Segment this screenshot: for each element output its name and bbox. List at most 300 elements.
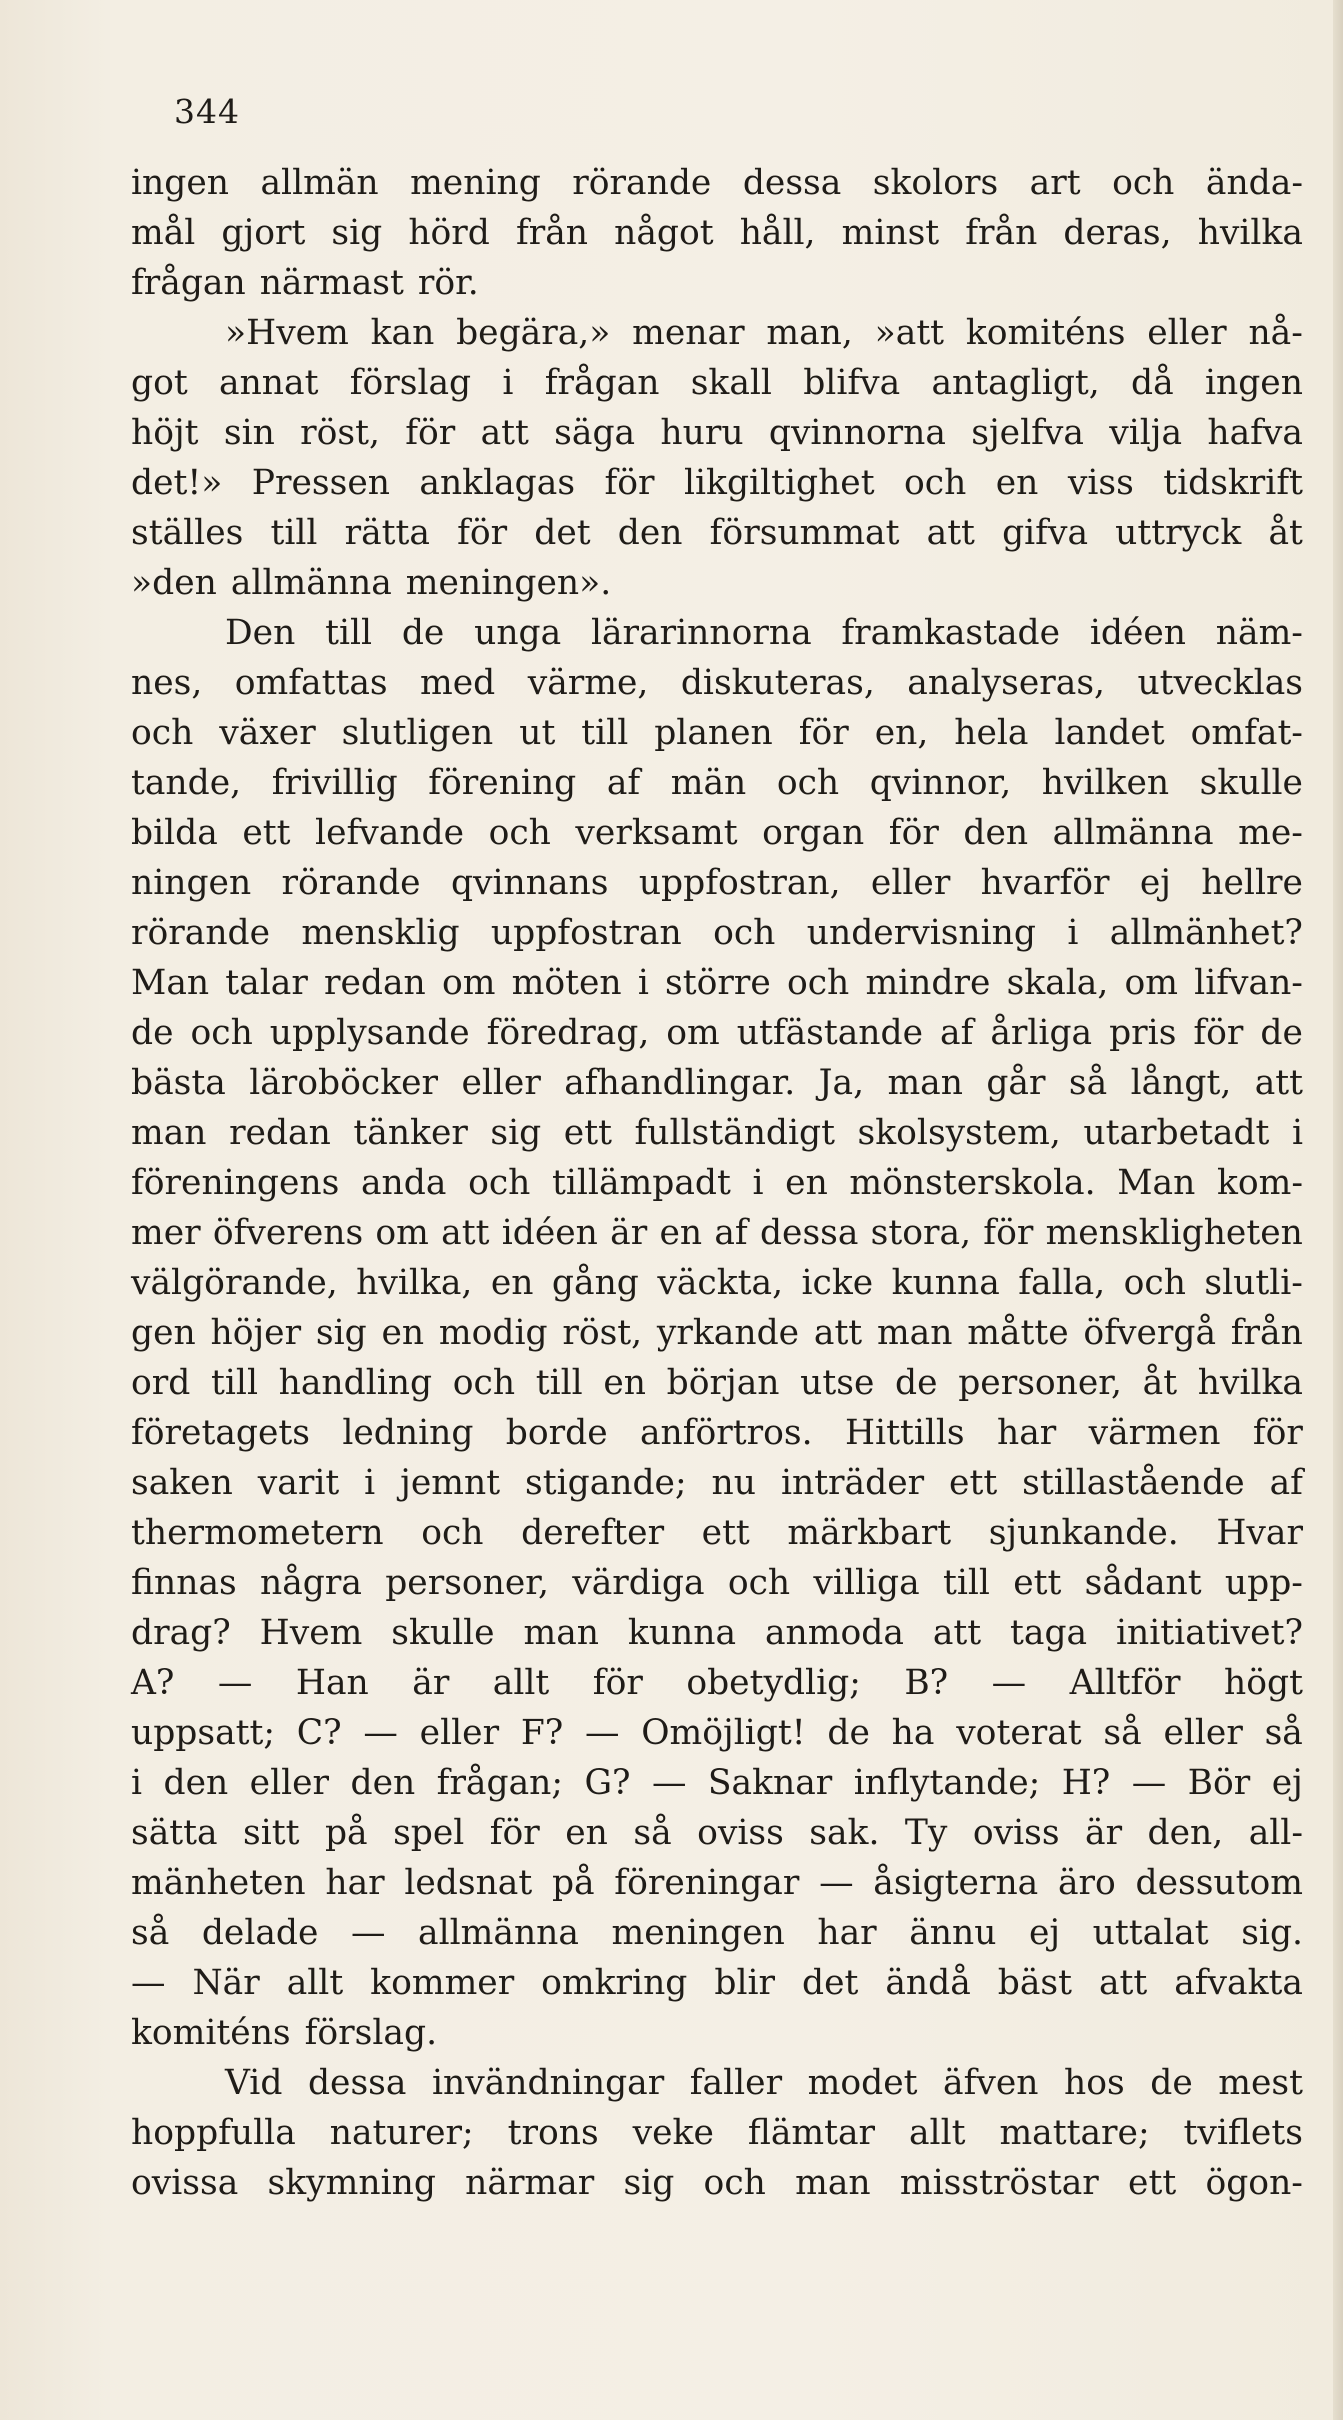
word: modet (807, 2063, 918, 2103)
word: nu (711, 1463, 756, 1503)
word: got (131, 363, 188, 403)
word: — (991, 1663, 1027, 1703)
word: afhandlingar. (564, 1063, 796, 1103)
word: C? (296, 1713, 342, 1753)
word: och (468, 1163, 531, 1203)
word: mensklig (301, 913, 460, 953)
text-line (131, 1108, 1303, 1158)
word: af (940, 1013, 974, 1053)
word: obetydlig; (686, 1663, 861, 1703)
word: man (795, 2163, 871, 2203)
word: ord (131, 1363, 191, 1403)
word: derefter (521, 1513, 665, 1553)
word: skolsystem, (857, 1113, 1061, 1153)
word: ledsnat (404, 1863, 533, 1903)
word: sig (623, 2163, 675, 2203)
word: rörande (281, 863, 421, 903)
word: utfästande (736, 1013, 924, 1053)
word: stigande; (525, 1463, 687, 1503)
word: sitt (243, 1813, 300, 1853)
word: öfverens (212, 1213, 364, 1253)
word: föreningens (131, 1163, 340, 1203)
word: värdiga (572, 1563, 705, 1603)
word: inträder (780, 1463, 925, 1503)
word: ovissa (131, 2163, 239, 2203)
word: för (405, 413, 456, 453)
word: rörande (572, 163, 712, 203)
word: huru (660, 413, 744, 453)
word: Han (295, 1663, 369, 1703)
word: en (995, 463, 1039, 503)
word: rörande (131, 913, 271, 953)
word: gen (131, 1313, 196, 1353)
word: ögon- (1205, 2163, 1303, 2203)
word: sig (490, 1113, 542, 1153)
word: den (963, 813, 1029, 853)
word: unga (474, 613, 562, 653)
text-line (131, 1658, 1303, 1708)
word: Hvar (1216, 1513, 1303, 1553)
word: nå- (1248, 313, 1303, 353)
word: blir (714, 1963, 776, 2003)
word: idéen (1089, 613, 1187, 653)
word: — (131, 1963, 166, 2003)
word: trons (507, 2113, 599, 2153)
word: mattare; (999, 2113, 1150, 2153)
word: planen (654, 713, 773, 753)
word: art (1029, 163, 1081, 203)
word: sjelfva (971, 413, 1084, 453)
word: mänheten (131, 1863, 306, 1903)
text-line (131, 408, 1303, 458)
word: ha (891, 1713, 935, 1753)
word: har (996, 1413, 1057, 1453)
word: qvinnorna (768, 413, 946, 453)
word: föredrag, (486, 1013, 650, 1053)
word: det (801, 1963, 859, 2003)
word: utvecklas (1137, 663, 1303, 703)
word: håll, (739, 213, 816, 253)
word: ända- (1205, 163, 1303, 203)
word: allt (908, 2113, 966, 2153)
word: Omöjligt! (641, 1713, 806, 1753)
word: från (515, 213, 589, 253)
word: är (610, 1213, 648, 1253)
word: att (1098, 1963, 1148, 2003)
word: annat (219, 363, 319, 403)
word: stillastående (1022, 1463, 1245, 1503)
word: eller (419, 1713, 500, 1753)
word: de (895, 1363, 938, 1403)
word: meningen (611, 1913, 785, 1953)
word: anmoda (764, 1613, 904, 1653)
word: — (819, 1863, 854, 1903)
word: allt (286, 1963, 344, 2003)
word: anklagas (419, 463, 576, 503)
word: har (325, 1863, 385, 1903)
word: för (489, 1813, 540, 1853)
word: hvilka, (356, 1263, 473, 1303)
word: läroböcker (249, 1063, 439, 1103)
word: upp- (1224, 1563, 1303, 1603)
word: bästa (131, 1063, 226, 1103)
word: mening (410, 163, 541, 203)
word: likgiltighet (683, 463, 875, 503)
word: dessa (742, 163, 842, 203)
word: för (888, 813, 939, 853)
word: möten (511, 963, 622, 1003)
word: har (817, 1913, 877, 1953)
text-line (131, 458, 1303, 508)
word: för (798, 713, 849, 753)
word: pris (1109, 1013, 1177, 1053)
word: ledning (342, 1413, 474, 1453)
text-line (131, 2008, 1303, 2058)
page-edge (1333, 0, 1343, 2420)
word: och (1123, 1263, 1186, 1303)
word: det!» (131, 463, 223, 503)
word: omfat- (1190, 713, 1303, 753)
word: hvilka (1197, 213, 1303, 253)
word: — (1131, 1763, 1167, 1803)
word: allt (492, 1663, 550, 1703)
word: de (1150, 2063, 1193, 2103)
text-line (131, 2108, 1303, 2158)
word: tviflets (1183, 2113, 1303, 2153)
word: F? (520, 1713, 564, 1753)
text-line (131, 1708, 1303, 1758)
text-line (131, 1308, 1303, 1358)
word: att (1254, 1063, 1303, 1103)
word: uttalat (1092, 1913, 1209, 1953)
word: viss (1067, 463, 1134, 503)
text-line (131, 2158, 1303, 2208)
word: närmast (259, 263, 404, 303)
word: veke (632, 2113, 714, 2153)
word: thermometern (131, 1513, 384, 1553)
word: till (942, 1563, 990, 1603)
word: faller (689, 2063, 783, 2103)
word: qvinnor, (869, 763, 1012, 803)
word: man (131, 1113, 207, 1153)
word: Vid (225, 2063, 283, 2103)
word: undervisning (806, 913, 1036, 953)
word: landet (1054, 713, 1165, 753)
word: af (714, 1213, 748, 1253)
word: skulle (391, 1613, 495, 1653)
word: taga (1010, 1613, 1088, 1653)
word: frivillig (271, 763, 398, 803)
text-line (131, 1358, 1303, 1408)
word: från (965, 213, 1038, 253)
word: naturer; (329, 2113, 474, 2153)
word: man (523, 1613, 600, 1653)
word: meningen». (405, 563, 612, 603)
word: skulle (1199, 763, 1303, 803)
word: falla, (1018, 1263, 1106, 1303)
word: Alltför (1069, 1663, 1181, 1703)
word: att (926, 513, 975, 553)
word: man (876, 1313, 953, 1353)
word: i (364, 1463, 376, 1503)
word: går (986, 1063, 1046, 1103)
text-line (131, 1458, 1303, 1508)
word: från (1230, 1313, 1303, 1353)
word: för (604, 463, 655, 503)
word: skall (690, 363, 772, 403)
word: större (665, 963, 771, 1003)
word: gång (551, 1263, 639, 1303)
text-line (131, 358, 1303, 408)
word: finnas (131, 1563, 237, 1603)
word: skymning (267, 2163, 436, 2203)
word: kan (370, 313, 435, 353)
word: af (1269, 1463, 1303, 1503)
word: välgörande, (131, 1263, 338, 1303)
word: en (490, 1263, 534, 1303)
word: Pressen (251, 463, 390, 503)
word: en (659, 1213, 703, 1253)
word: Man (1117, 1163, 1196, 1203)
word: — (585, 1713, 620, 1753)
word: allmänhet? (1109, 913, 1303, 953)
word: nes, (131, 663, 203, 703)
word: dessutom (1135, 1863, 1303, 1903)
word: det (534, 513, 591, 553)
word: en, (874, 713, 929, 753)
word: ett (242, 813, 291, 853)
text-line (131, 1408, 1303, 1458)
word: till (270, 513, 318, 553)
word: och (786, 963, 850, 1003)
word: villiga (813, 1563, 920, 1603)
word: hvilken (1041, 763, 1170, 803)
text-line (131, 1258, 1303, 1308)
word: märkbart (787, 1513, 952, 1553)
word: fullständigt (634, 1113, 835, 1153)
word: hos (1064, 2063, 1125, 2103)
word: ut (519, 713, 556, 753)
word: allmänna (230, 563, 392, 603)
text-line (131, 158, 1303, 208)
word: de (401, 613, 445, 653)
word: man, (766, 313, 853, 353)
word: om (1124, 963, 1178, 1003)
word: bäst (997, 1963, 1072, 2003)
word: skolors (872, 163, 999, 203)
word: saken (131, 1463, 233, 1503)
word: näm- (1215, 613, 1303, 653)
word: gjort (221, 213, 306, 253)
word: kom- (1216, 1163, 1303, 1203)
word: om (441, 963, 496, 1003)
word: deras, (1063, 213, 1172, 253)
word: anda (360, 1163, 447, 1203)
text-line (131, 258, 1303, 308)
text-line (131, 1008, 1303, 1058)
word: oviss (697, 1813, 784, 1853)
word: i (752, 1163, 764, 1203)
word: några (260, 1563, 362, 1603)
word: ett (949, 1463, 998, 1503)
word: Ja, (818, 1063, 865, 1103)
word: uppfostran (490, 913, 682, 953)
word: varit (257, 1463, 340, 1503)
word: ett (1128, 2163, 1177, 2203)
text-line (131, 958, 1303, 1008)
word: till (535, 1363, 583, 1403)
word: hvilka (1197, 1363, 1303, 1403)
word: sig (315, 1313, 367, 1353)
text-line (131, 808, 1303, 858)
word: komiténs (131, 2013, 291, 2053)
word: öfvergå (1083, 1313, 1217, 1353)
word: rätta (344, 513, 430, 553)
word: sätta (131, 1813, 218, 1853)
word: eller (1163, 1713, 1243, 1753)
word: hvarför (980, 863, 1110, 903)
word: hörd (408, 213, 490, 253)
word: utse (800, 1363, 875, 1403)
word: Hvem (259, 1613, 363, 1653)
word: äro (1057, 1863, 1116, 1903)
word: slutli- (1204, 1263, 1303, 1303)
word: allmän (260, 163, 379, 203)
text-line (131, 658, 1303, 708)
word: och (131, 713, 194, 753)
word: hafva (1207, 413, 1303, 453)
word: en (565, 1813, 608, 1853)
word: komiténs (965, 313, 1126, 353)
word: män (670, 763, 747, 803)
word: talar (225, 963, 308, 1003)
word: på (324, 1813, 368, 1853)
word: borde (505, 1413, 608, 1453)
text-line (131, 1908, 1303, 1958)
word: lärarinnorna (590, 613, 812, 653)
word: kunna (627, 1613, 737, 1653)
word: tande, (131, 763, 242, 803)
word: föreningar (614, 1863, 800, 1903)
word: B? (904, 1663, 949, 1703)
word: Hittills (844, 1413, 965, 1453)
word: slutligen (341, 713, 494, 753)
word: i (502, 363, 514, 403)
text-line (131, 558, 1303, 608)
word: för (983, 1213, 1034, 1253)
word: den (617, 513, 683, 553)
word: all- (1248, 1813, 1303, 1853)
word: bilda (131, 813, 218, 853)
word: invändningar (431, 2063, 665, 2103)
word: tidskrift (1163, 463, 1303, 503)
word: lefvande (315, 813, 465, 853)
word: då (1131, 363, 1174, 403)
word: eller (870, 863, 951, 903)
word: skala, (1006, 963, 1109, 1003)
word: så (1264, 1713, 1303, 1753)
word: sak. (809, 1813, 880, 1853)
text-line (131, 1808, 1303, 1858)
word: en (785, 1163, 828, 1203)
word: något (614, 213, 714, 253)
text-line (131, 308, 1303, 358)
word: lifvan- (1194, 963, 1303, 1003)
word: redan (229, 1113, 331, 1153)
word: och (703, 2163, 766, 2203)
text-line (131, 858, 1303, 908)
word: redan (324, 963, 426, 1003)
word: röst, (562, 1313, 643, 1353)
word: qvinnans (450, 863, 609, 903)
word: organ (762, 813, 865, 853)
word: Ty (904, 1813, 948, 1853)
word: rör. (417, 263, 479, 303)
word: uppfostran, (638, 863, 841, 903)
text-line (131, 1158, 1303, 1208)
word: H? (1061, 1763, 1111, 1803)
word: höjt (131, 413, 199, 453)
word: tänker (353, 1113, 468, 1153)
word: åsigterna (873, 1863, 1039, 1903)
word: menskligheten (1045, 1213, 1303, 1253)
word: till (325, 613, 373, 653)
word: man (887, 1063, 963, 1103)
word: sig. (1241, 1913, 1303, 1953)
word: delade (201, 1913, 319, 1953)
word: värmen (1088, 1413, 1221, 1453)
word: sådant (1084, 1563, 1202, 1603)
word: den (350, 1763, 416, 1803)
word: för (592, 1663, 643, 1703)
word: G? (584, 1763, 631, 1803)
word: mål (131, 213, 196, 253)
text-line (131, 1558, 1303, 1608)
word: och (452, 1363, 516, 1403)
word: att (441, 1213, 490, 1253)
word: att (813, 1313, 863, 1353)
word: ningen (131, 863, 252, 903)
word: framkastade (841, 613, 1061, 653)
word: yrkande (656, 1313, 800, 1353)
word: med (420, 663, 496, 703)
word: högt (1224, 1663, 1303, 1703)
word: är (412, 1663, 450, 1703)
word: om (375, 1213, 429, 1253)
word: verksamt (575, 813, 738, 853)
word: A? (131, 1663, 175, 1703)
word: sin (223, 413, 275, 453)
word: »Hvem (225, 313, 349, 353)
word: början (666, 1363, 780, 1403)
word: långt, (1130, 1063, 1232, 1103)
word: oviss (972, 1813, 1060, 1853)
word: förslag (349, 363, 472, 403)
word: stora, (870, 1213, 972, 1253)
word: hellre (1201, 863, 1303, 903)
word: tillämpadt (552, 1163, 731, 1203)
word: ännu (909, 1913, 997, 1953)
word: säga (554, 413, 636, 453)
word: förslag. (304, 2013, 438, 2053)
word: idéen (501, 1213, 598, 1253)
word: ej (1271, 1763, 1303, 1803)
word: antagligt, (931, 363, 1100, 403)
word: på (551, 1863, 595, 1903)
word: försummat (709, 513, 900, 553)
word: de (827, 1713, 870, 1753)
word: flämtar (747, 2113, 876, 2153)
